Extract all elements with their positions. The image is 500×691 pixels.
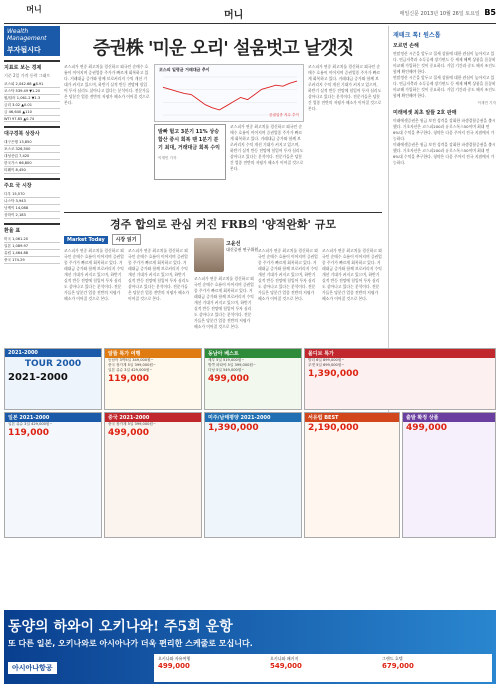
banner-box-3[interactable] (382, 656, 414, 680)
right-text-2: 미래에셋증권은 원금 보전 성격을 강화한 파생결합증권을 출시했다. 기초자산은 코스피200과 유로스톡스50이며 최대 연 6%대 수익을 추구한다. 청약은 다음 주까지 전국 지점에서 가능하다. (393, 118, 496, 141)
table-row: 코스피 2,042.68 ▲8.91 (4, 81, 60, 88)
ad-line: 세부 5일 519,000원~ (208, 358, 245, 362)
issue-date: 매일신문 2013년 10월 26일 토요일 (399, 11, 480, 17)
banner-box-price: 679,000 (382, 662, 414, 670)
right-subhead-1: 모르면 손해 (393, 43, 419, 49)
global-markets-box (4, 178, 60, 219)
ad-head: 몰디브 특가 (305, 349, 495, 358)
banner-box-price: 499,000 (158, 662, 190, 670)
article-column-1: 코스피가 연중 최고치를 경신하고 외국인 순매수 흐름이 이어지며 증권업종 주가가 빠르게 회복하고 있다. 거래대금 증가와 함께 브로커리지 수익 개선 기대가 커지고 있으며, 하반기 실적 반등 전망에 힘입어 투자 심리도 살아나고 있다는 분석이다. 전문가들은 당분간 업종 전반의 저평가 해소가 이어질 것으로 본다. (64, 64, 150, 105)
table-row: 대성산업 7,420 (4, 153, 60, 160)
banner-box-label: 오키나와 자유여행 (158, 656, 191, 661)
banner-box-2[interactable] (270, 656, 302, 680)
columnist-role: 대신증권 연구위원 (226, 247, 259, 252)
right-text-1: 연말정산 시즌을 앞두고 절세 상품에 대한 관심이 높아지고 있다. 연금저축과 소득공제 장기펀드 등 세제 혜택 상품을 꼼꼼히 비교해 가입하는 것이 중요하다. 가입 기간과 중도 해지 조건도 함께 확인해야 한다. (393, 51, 496, 74)
ad-line: 푸켓 5일 699,000원~ (308, 363, 345, 367)
ad-brand: TOUR 2000 (24, 359, 82, 369)
ad-price: 499,000 (208, 374, 249, 384)
ad-price: 119,000 (8, 428, 49, 438)
ad-head: 중국 2021-2000 (105, 413, 201, 422)
ad-europe[interactable] (304, 412, 400, 538)
ad-line: 중국 장가계 5일 399,000원~ (108, 422, 156, 426)
right-title: 재테크 톡! 원스톱 (393, 32, 441, 39)
ad-japan[interactable] (4, 412, 102, 538)
chart-series-label: 증권업종 지수 추이 (268, 113, 299, 117)
right-byline: 이재민 기자 (477, 101, 496, 105)
wm-korean: 부자됩시다 (7, 46, 41, 54)
column-text-5: 코스피가 연중 최고치를 경신하고 외국인 순매수 흐름이 이어지며 증권업종 주가가 빠르게 회복하고 있다. 거래대금 증가와 함께 브로커리지 수익 개선 기대가 커지고 있으며, 하반기 실적 반등 전망에 힘입어 투자 심리도 살아나고 있다는 분석이다. 전문가들은 당분간 업종 전반의 저평가 해소가 이어질 것으로 본다. (322, 248, 382, 301)
ad-line: 일본 큐슈 3일 429,000원~ (108, 368, 153, 372)
columnist-name: 고윤선 (226, 241, 241, 247)
indicator-table (4, 81, 60, 122)
indicator-sub: 기준 2일 가격 등락 그래프 (4, 73, 51, 78)
local-stocks-box (4, 126, 60, 174)
banner-headline: 동양의 하와이 오키나와! 주5회 운항 (8, 619, 233, 635)
banner-box-1[interactable] (158, 656, 190, 680)
ad-line: 일본 큐슈 3일 429,000원~ (8, 422, 53, 426)
ad-sea-best[interactable] (204, 348, 302, 410)
article-column-2: 코스피가 연중 최고치를 경신하고 외국인 순매수 흐름이 이어지며 증권업종 주가가 빠르게 회복하고 있다. 거래대금 증가와 함께 브로커리지 수익 개선 기대가 커지고 있으며, 하반기 실적 반등 전망에 힘입어 투자 심리도 살아나고 있다는 분석이다. 전문가들은 당분간 업종 전반의 저평가 해소가 이어질 것으로 본다. (308, 64, 382, 111)
stock-chart (154, 64, 304, 122)
table-row: 대구은행 13,850 (4, 139, 60, 146)
global-markets-table (4, 191, 60, 219)
table-row: 원/달러 1,061.2 ▼1.3 (4, 95, 60, 102)
indicator-title: 지표로 보는 경제 (4, 65, 42, 71)
ad-maldives[interactable] (304, 348, 496, 410)
column-name: 시장 읽기 (112, 234, 141, 245)
side-summary-byline: 이재민 기자 (158, 156, 177, 160)
ad-price: 2,190,000 (308, 423, 359, 433)
second-headline: 경주 합의로 관심 커진 FRB의 '양적완화' 규모 (64, 212, 382, 232)
right-text-1b: 연말정산 시즌을 앞두고 절세 상품에 대한 관심이 높아지고 있다. 연금저축과 소득공제 장기펀드 등 세제 혜택 상품을 꼼꼼히 비교해 가입하는 것이 중요하다. 가입 기간과 중도 해지 조건도 함께 확인해야 한다. (393, 75, 496, 98)
table-row: 한국가스 66,800 (4, 160, 60, 167)
table-row: 코스닥 539.49 ▼1.20 (4, 88, 60, 95)
banner-price-boxes (154, 654, 492, 682)
ad-price: 499,000 (406, 423, 447, 433)
ad-tour2000[interactable] (4, 348, 102, 410)
table-row: 닛케이 14,088 (4, 205, 60, 212)
ad-line: 중국 장가계 5일 399,000원~ (108, 363, 156, 367)
ad-head: 미주/남태평양 2021-2000 (205, 413, 301, 422)
table-row: 나스닥 3,943 (4, 198, 60, 205)
table-row: 포스코 326,500 (4, 146, 60, 153)
side-summary-title: 발빠 헐고 3분기 11% 상승 합산 증시 회복 땐 1분기 분기 최대, 거래대금 회복 수익 (158, 129, 220, 151)
section-name-center: 머니 (224, 10, 244, 21)
ad-china[interactable] (104, 412, 202, 538)
ad-line: 동남아 3박5일 349,000원~ (108, 358, 154, 362)
banner-box-label: 그랜드 호텔 (382, 656, 403, 661)
wm-english: Wealth Management (7, 28, 47, 42)
ad-head: 2021-2000 (5, 349, 101, 357)
ad-head: 동남아 베스트 (205, 349, 301, 358)
column-text-1: 코스피가 연중 최고치를 경신하고 외국인 순매수 흐름이 이어지며 증권업종 주가가 빠르게 회복하고 있다. 거래대금 증가와 함께 브로커리지 수익 개선 기대가 커지고 있으며, 하반기 실적 반등 전망에 힘입어 투자 심리도 살아나고 있다는 분석이다. 전문가들은 당분간 업종 전반의 저평가 해소가 이어질 것으로 본다. (64, 248, 124, 301)
table-row: 티웨이 8,450 (4, 167, 60, 174)
market-today-bar (64, 234, 194, 244)
wealth-management-logo (4, 26, 60, 56)
ad-price: 499,000 (108, 428, 149, 438)
ad-head: 알뜰 특가 여행 (105, 349, 201, 358)
issue-info (400, 8, 496, 17)
chart-title: 코스피 일평균 거래대금 추이 (159, 67, 210, 72)
ad-price: 1,390,000 (308, 369, 359, 379)
table-row: 중국 174.29 (4, 257, 60, 264)
ad-head: 출발 확정 상품 (403, 413, 495, 422)
table-row: 상하이 2,183 (4, 212, 60, 219)
columnist-caption (226, 240, 258, 253)
global-markets-title: 주요 국 시장 (4, 183, 32, 189)
side-summary-box (154, 124, 226, 180)
fx-table (4, 236, 60, 264)
article-column-3: 코스피가 연중 최고치를 경신하고 외국인 순매수 흐름이 이어지며 증권업종 주가가 빠르게 회복하고 있다. 거래대금 증가와 함께 브로커리지 수익 개선 기대가 커지고 있으며, 하반기 실적 반등 전망에 힘입어 투자 심리도 살아나고 있다는 분석이다. 전문가들은 당분간 업종 전반의 저평가 해소가 이어질 것으로 본다. (230, 124, 304, 171)
ad-line: 다낭 5일 549,000원~ (208, 368, 245, 372)
market-today-tag: Market Today (64, 236, 108, 244)
fx-title: 환율 표 (4, 228, 21, 234)
banner-brand: 아시아나항공 (8, 662, 57, 674)
ad-price: 119,000 (108, 374, 149, 384)
ad-confirmed[interactable] (402, 412, 496, 538)
table-row: 금 46,640 ▲110 (4, 109, 60, 116)
banner-box-label: 오키나와 패키지 (270, 656, 299, 661)
column-text-2: 코스피가 연중 최고치를 경신하고 외국인 순매수 흐름이 이어지며 증권업종 주가가 빠르게 회복하고 있다. 거래대금 증가와 함께 브로커리지 수익 개선 기대가 커지고 있으며, 하반기 실적 반등 전망에 힘입어 투자 심리도 살아나고 있다는 분석이다. 전문가들은 당분간 업종 전반의 저평가 해소가 이어질 것으로 본다. (128, 248, 190, 301)
chart-series-line (163, 81, 297, 110)
ad-line: 방콕 파타야 5일 399,000원~ (208, 363, 256, 367)
columnist-photo (194, 238, 224, 272)
page-header (4, 4, 496, 24)
ad-head: 서유럽 BEST (305, 413, 399, 422)
table-row: 금리 3.02 ▲0.01 (4, 102, 60, 109)
right-subhead-2: 미래에셋 최초 알뜰 2호 판매 (393, 110, 457, 116)
table-row: 다우 15,570 (4, 191, 60, 198)
right-text-2b: 미래에셋증권은 원금 보전 성격을 강화한 파생결합증권을 출시했다. 기초자산은 코스피200과 유로스톡스50이며 최대 연 6%대 수익을 추구한다. 청약은 다음 주까지 전국 지점에서 가능하다. (393, 142, 496, 165)
local-stocks-table (4, 139, 60, 174)
column-text-4: 코스피가 연중 최고치를 경신하고 외국인 순매수 흐름이 이어지며 증권업종 주가가 빠르게 회복하고 있다. 거래대금 증가와 함께 브로커리지 수익 개선 기대가 커지고 있으며, 하반기 실적 반등 전망에 힘입어 투자 심리도 살아나고 있다는 분석이다. 전문가들은 당분간 업종 전반의 저평가 해소가 이어질 것으로 본다. (258, 248, 318, 301)
table-row: WTI 97.85 ▲0.74 (4, 116, 60, 122)
asiana-banner[interactable] (4, 610, 496, 684)
ad-phone: 2021-2000 (8, 372, 68, 383)
banner-box-price: 549,000 (270, 662, 302, 670)
ad-head: 일본 2021-2000 (5, 413, 101, 422)
table-row: 일본 1,089.97 (4, 243, 60, 250)
column-text-3: 코스피가 연중 최고치를 경신하고 외국인 순매수 흐름이 이어지며 증권업종 주가가 빠르게 회복하고 있다. 거래대금 증가와 함께 브로커리지 수익 개선 기대가 커지고 있으며, 하반기 실적 반등 전망에 힘입어 투자 심리도 살아나고 있다는 분석이다. 전문가들은 당분간 업종 전반의 저평가 해소가 이어질 것으로 본다. (194, 276, 254, 329)
ad-price: 1,390,000 (208, 423, 259, 433)
main-headline: 증권株 '미운 오리' 설움벗고 날갯짓 (92, 38, 354, 59)
local-stocks-title: 대구경북 상장사 (4, 131, 40, 137)
table-row: 미국 1,061.20 (4, 236, 60, 243)
section-name: 머니 (26, 5, 42, 14)
ad-america[interactable] (204, 412, 302, 538)
banner-subline: 또 다른 일본, 오키나와로 아시아나가 더욱 편리한 스케줄로 모십니다. (8, 639, 253, 648)
fx-box (4, 223, 60, 264)
table-row: 유럽 1,464.88 (4, 250, 60, 257)
ad-special[interactable] (104, 348, 202, 410)
ad-line: 발리 6일 899,000원~ (308, 358, 345, 362)
indicator-box (4, 60, 60, 122)
page-number: B5 (484, 8, 496, 17)
